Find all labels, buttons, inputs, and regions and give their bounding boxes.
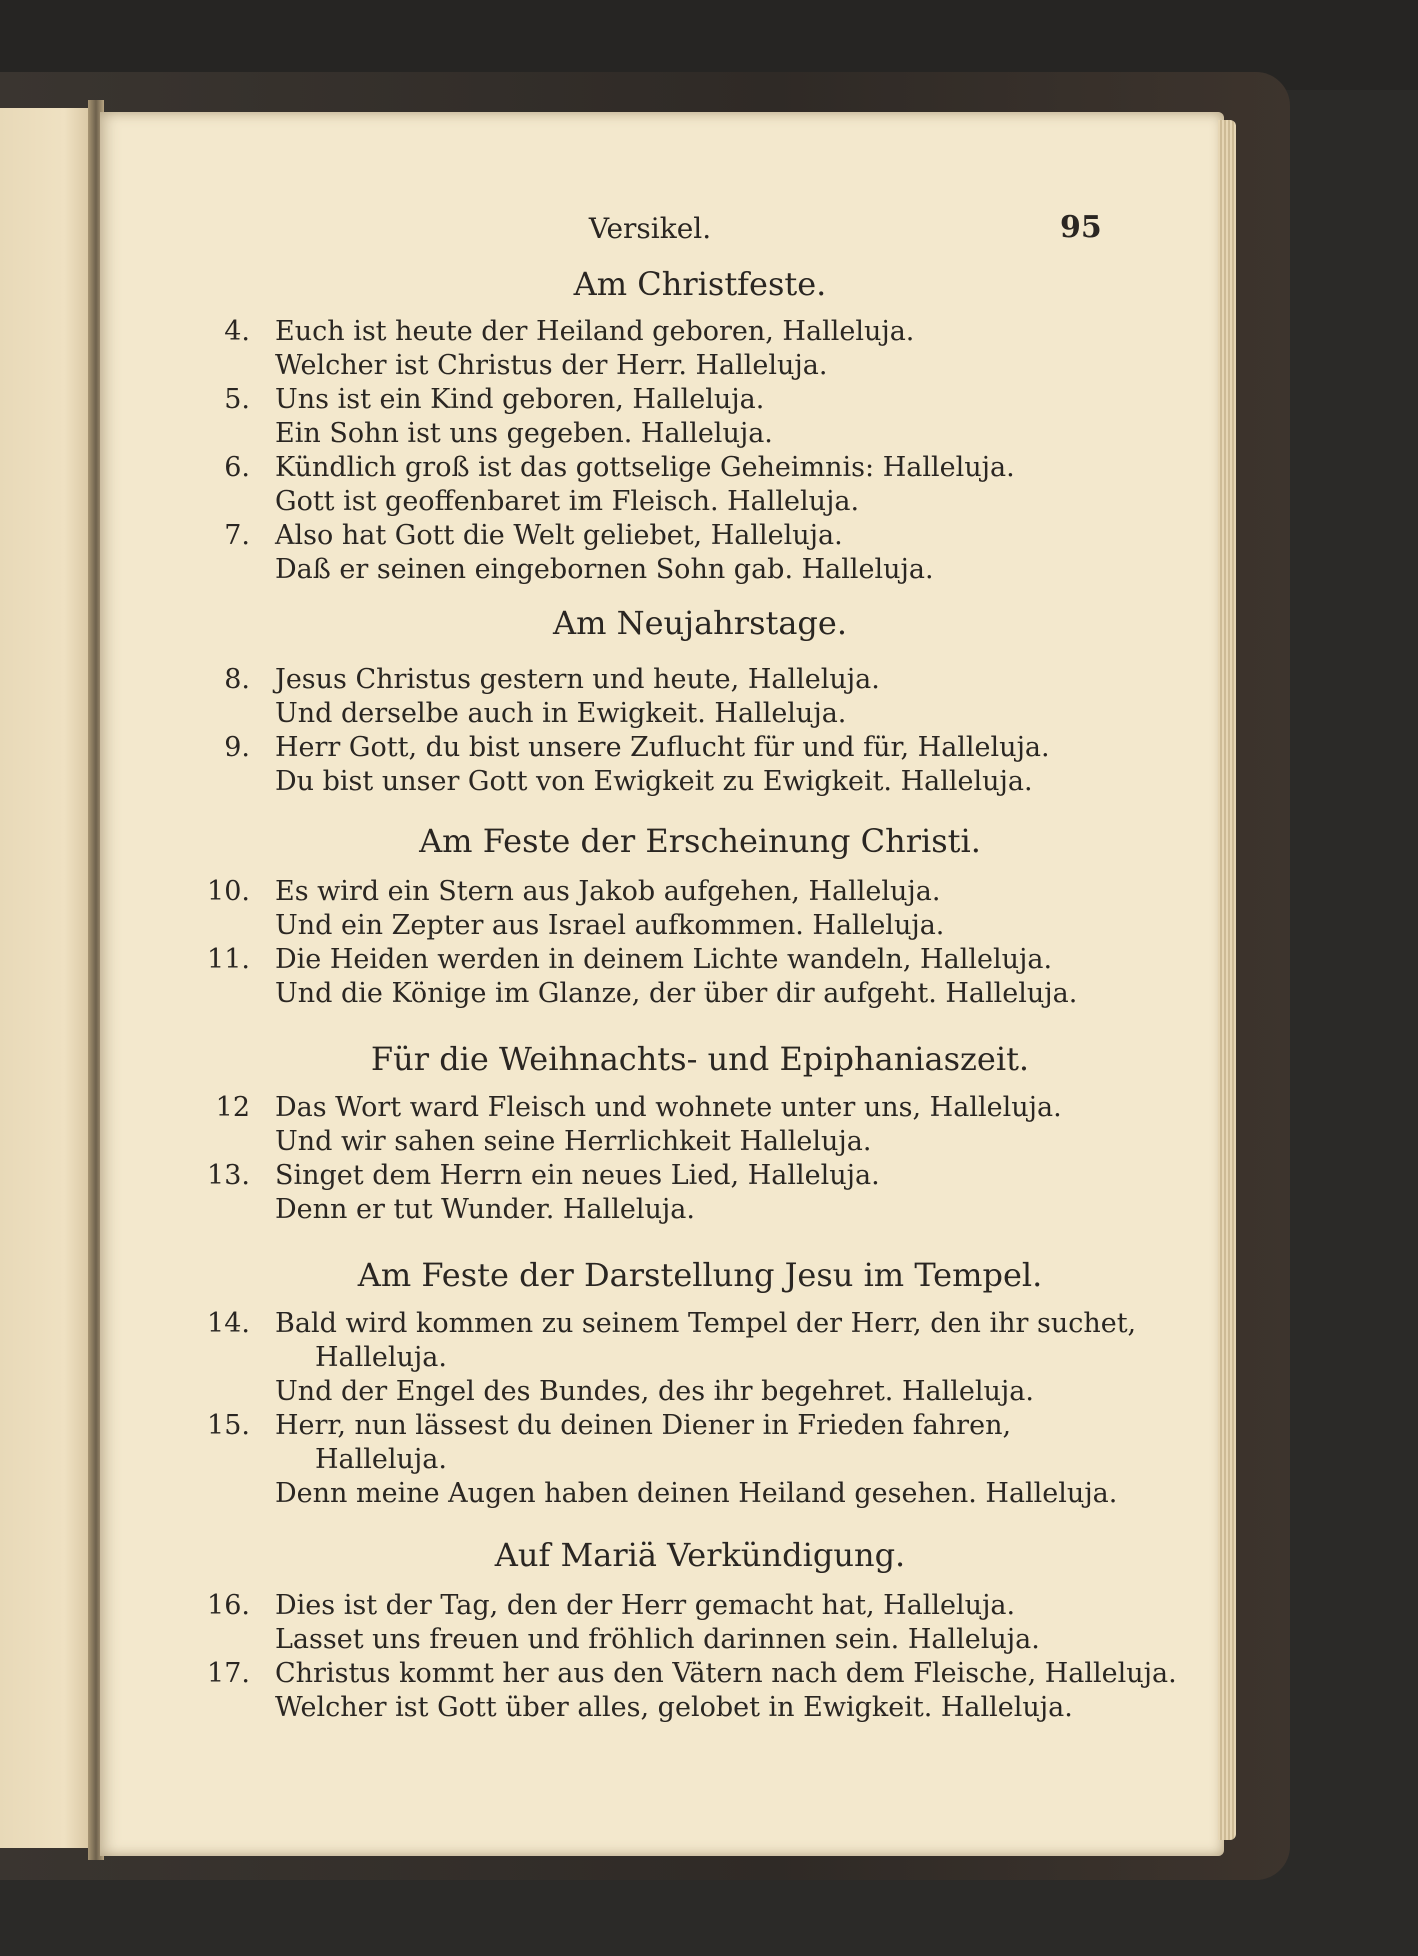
verse-line: Gott ist geoffenbaret im Fleisch. Halleluja. bbox=[275, 486, 860, 517]
verse-line: Und wir sahen seine Herrlichkeit Halleluja. bbox=[275, 1126, 872, 1157]
page-edges bbox=[1218, 120, 1236, 1840]
verse-line: Kündlich groß ist das gottselige Geheimnis: Halleluja. bbox=[275, 452, 1015, 483]
verse-number: 4. bbox=[224, 316, 250, 347]
verse-number: 11. bbox=[207, 944, 250, 975]
verse-line: Herr, nun lässest du deinen Diener in Frieden fahren, bbox=[275, 1410, 1012, 1441]
verse-line: Lasset uns freuen und fröhlich darinnen sein. Halleluja. bbox=[275, 1624, 1040, 1655]
verse-number: 7. bbox=[224, 520, 250, 551]
verse-number: 15. bbox=[207, 1410, 250, 1441]
section-heading: Am Christfeste. bbox=[573, 265, 827, 303]
verse-line: Du bist unser Gott von Ewigkeit zu Ewigkeit. Halleluja. bbox=[275, 766, 1033, 797]
verse-number: 17. bbox=[207, 1658, 250, 1689]
verse-line: Und die Könige im Glanze, der über dir aufgeht. Halleluja. bbox=[275, 978, 1078, 1009]
verse-line: Denn er tut Wunder. Halleluja. bbox=[275, 1194, 695, 1225]
verse-line: Also hat Gott die Welt geliebet, Halleluja. bbox=[275, 520, 843, 551]
page-number: 95 bbox=[1060, 210, 1102, 245]
verse-number: 12 bbox=[215, 1092, 250, 1123]
verse-line: Jesus Christus gestern und heute, Halleluja. bbox=[275, 664, 880, 695]
verse-line: Dies ist der Tag, den der Herr gemacht hat, Halleluja. bbox=[275, 1590, 1016, 1621]
verse-number: 10. bbox=[207, 876, 250, 907]
verse-number: 9. bbox=[224, 732, 250, 763]
verse-line: Und der Engel des Bundes, des ihr begehret. Halleluja. bbox=[275, 1376, 1034, 1407]
verse-line: Herr Gott, du bist unsere Zuflucht für und für, Halleluja. bbox=[275, 732, 1050, 763]
verse-line: Die Heiden werden in deinem Lichte wandeln, Halleluja. bbox=[275, 944, 1053, 975]
verse-line: Bald wird kommen zu seinem Tempel der Herr, den ihr suchet, bbox=[275, 1308, 1137, 1339]
left-page bbox=[0, 108, 92, 1848]
verse-line: Halleluja. bbox=[315, 1444, 447, 1475]
verse-number: 5. bbox=[224, 384, 250, 415]
verse-line: Und ein Zepter aus Israel aufkommen. Halleluja. bbox=[275, 910, 945, 941]
section-heading: Für die Weihnachts- und Epiphaniaszeit. bbox=[370, 1040, 1030, 1078]
verse-number: 8. bbox=[224, 664, 250, 695]
verse-number: 16. bbox=[207, 1590, 250, 1621]
verse-line: Welcher ist Gott über alles, gelobet in Ewigkeit. Halleluja. bbox=[275, 1692, 1073, 1723]
section-heading: Am Feste der Erscheinung Christi. bbox=[419, 822, 981, 860]
verse-number: 6. bbox=[224, 452, 250, 483]
verse-number: 13. bbox=[207, 1160, 250, 1191]
verse-line: Und derselbe auch in Ewigkeit. Halleluja. bbox=[275, 698, 847, 729]
section-heading: Auf Mariä Verkündigung. bbox=[494, 1536, 906, 1574]
verse-line: Euch ist heute der Heiland geboren, Halleluja. bbox=[275, 316, 915, 347]
verse-line: Das Wort ward Fleisch und wohnete unter uns, Halleluja. bbox=[275, 1092, 1062, 1123]
verse-line: Es wird ein Stern aus Jakob aufgehen, Halleluja. bbox=[275, 876, 941, 907]
verse-line: Christus kommt her aus den Vätern nach dem Fleische, Halleluja. bbox=[275, 1658, 1177, 1689]
verse-line: Singet dem Herrn ein neues Lied, Halleluja. bbox=[275, 1160, 880, 1191]
verse-number: 14. bbox=[207, 1308, 250, 1339]
running-header: Versikel. bbox=[588, 212, 712, 245]
verse-line: Welcher ist Christus der Herr. Halleluja. bbox=[275, 350, 828, 381]
verse-line: Ein Sohn ist uns gegeben. Halleluja. bbox=[275, 418, 773, 449]
verse-line: Halleluja. bbox=[315, 1342, 447, 1373]
verse-line: Denn meine Augen haben deinen Heiland gesehen. Halleluja. bbox=[275, 1478, 1118, 1509]
verse-line: Uns ist ein Kind geboren, Halleluja. bbox=[275, 384, 765, 415]
section-heading: Am Neujahrstage. bbox=[552, 604, 848, 642]
verse-line: Daß er seinen eingebornen Sohn gab. Halleluja. bbox=[275, 554, 934, 585]
section-heading: Am Feste der Darstellung Jesu im Tempel. bbox=[357, 1256, 1043, 1294]
